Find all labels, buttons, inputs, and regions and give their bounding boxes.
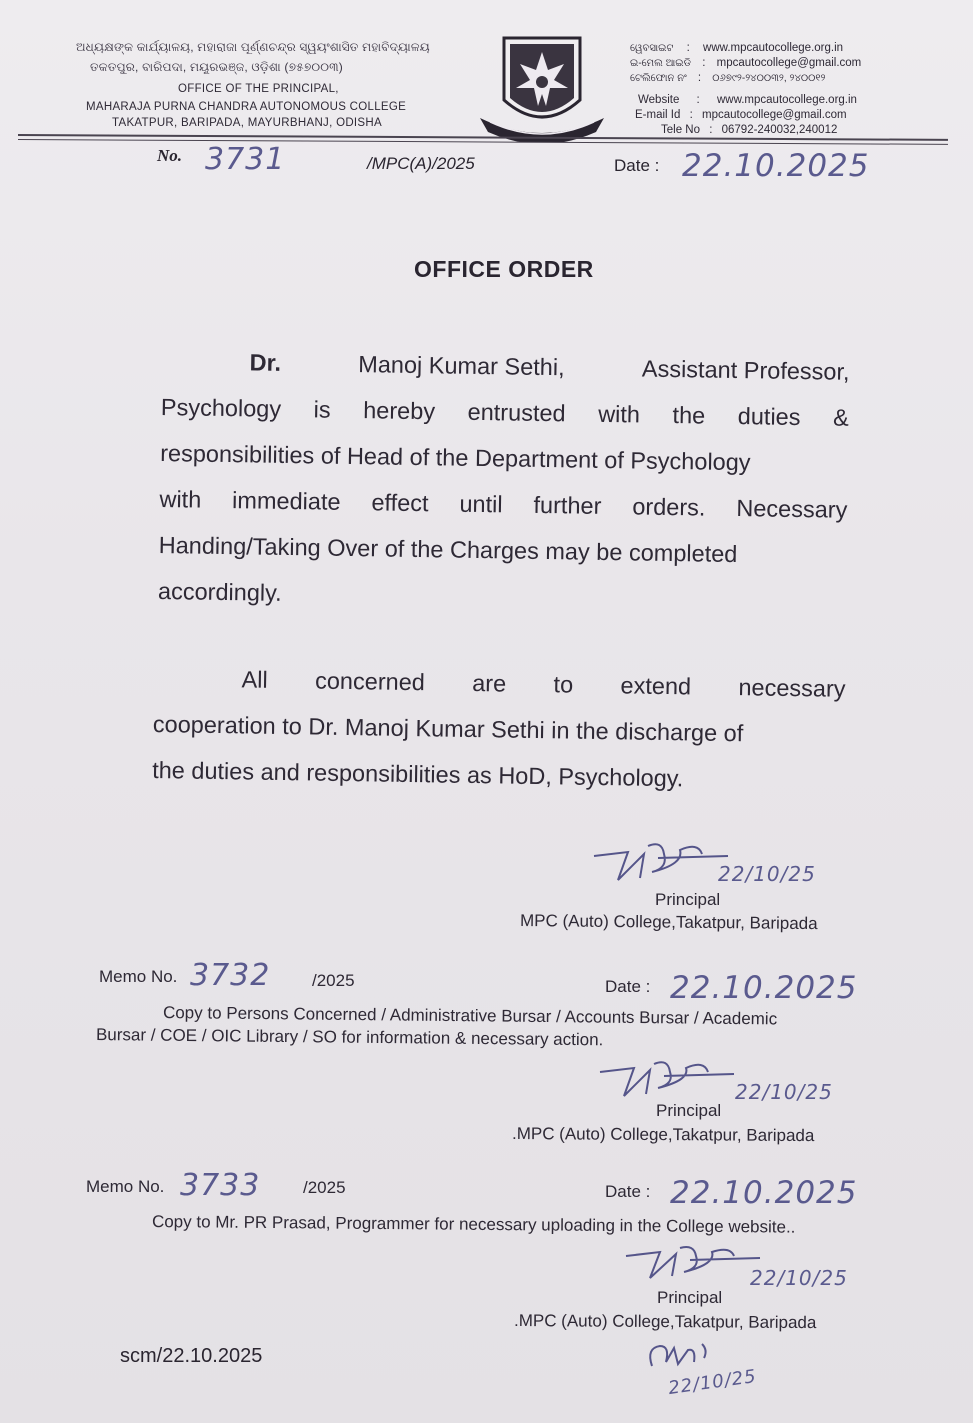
sig3-college: .MPC (Auto) College,Takatpur, Baripada <box>513 1311 817 1333</box>
memo2-date-label: Date : <box>605 1182 651 1201</box>
ref-date-label: Date : <box>614 156 660 175</box>
college-emblem-icon <box>476 30 608 142</box>
contact-odia-email: ଇ-ମେଲ ଆଇଡି : mpcautocollege@gmail.com <box>630 57 862 69</box>
para2-line-2: cooperation to Dr. Manoj Kumar Sethi in the discharge of <box>152 710 744 747</box>
sig2-title: Principal <box>656 1101 722 1120</box>
memo2-date-value: 22.10.2025 <box>670 1175 858 1211</box>
header-college: MAHARAJA PURNA CHANDRA AUTONOMOUS COLLEGE <box>86 101 407 113</box>
contact-odia-phone: ଟେଲିଫୋନ ନଂ : ୦୬୭୯୨-୨୪୦୦୩୨, ୨୪୦୦୧୨ <box>630 72 826 84</box>
memo1-date-value: 22.10.2025 <box>670 970 858 1006</box>
para2-line-3: the duties and responsibilities as HoD, Psychology. <box>151 756 684 792</box>
ref-no-label: No. <box>157 146 183 165</box>
footer-initial-date: 22/10/25 <box>666 1365 758 1400</box>
header-office: OFFICE OF THE PRINCIPAL, <box>178 83 339 95</box>
memo1-year: /2025 <box>312 971 355 990</box>
contact-odia-website: ୱେବସାଇଟ : www.mpcautocollege.org.in <box>630 42 844 54</box>
sig1-title: Principal <box>655 890 721 909</box>
page-title: OFFICE ORDER <box>414 256 594 282</box>
sig3-title: Principal <box>657 1288 723 1307</box>
ref-suffix: /MPC(A)/2025 <box>367 154 475 173</box>
header-address: TAKATPUR, BARIPADA, MAYURBHANJ, ODISHA <box>112 117 382 129</box>
principal-signature-3-icon <box>620 1244 770 1290</box>
para2-line-1: All concerned are to extend necessary <box>241 666 846 702</box>
para1-line-5: Handing/Taking Over of the Charges may be completed <box>158 531 738 568</box>
sig1-date: 22/10/25 <box>718 862 816 886</box>
contact-en-email: E-mail Id : mpcautocollege@gmail.com <box>635 109 847 121</box>
ref-date-value: 22.10.2025 <box>682 148 870 184</box>
memo1-number: 3732 <box>190 958 271 993</box>
memo2-copy-line: Copy to Mr. PR Prasad, Programmer for necessary uploading in the College website.. <box>151 1212 796 1237</box>
sig2-date: 22/10/25 <box>735 1080 833 1104</box>
header-odia-line1: ଅଧ୍ୟକ୍ଷଙ୍କ କାର୍ଯ୍ୟାଳୟ, ମହାରାଜା ପୂର୍ଣ୍ଣଚନ୍ଦ୍ର ସ୍ୱୟଂଶାସିତ ମହାବିଦ୍ୟାଳୟ <box>76 40 430 54</box>
order-paragraph-1 <box>158 338 850 625</box>
contact-en-website: Website : www.mpcautocollege.org.in <box>638 94 857 106</box>
footer-ref: scm/22.10.2025 <box>120 1345 263 1367</box>
para1-line-6: accordingly. <box>157 577 282 606</box>
principal-signature-1-icon <box>588 838 738 896</box>
header-odia-line2: ତକତପୁର, ବାରିପଦା, ମୟୂରଭଞ୍ଜ, ଓଡ଼ିଶା (୭୫୭୦୦୩) <box>90 60 343 74</box>
para1-line-4: with immediate effect until further orders. Necessary <box>159 485 848 523</box>
memo2-number: 3733 <box>180 1168 261 1203</box>
para1-line-3: responsibilities of Head of the Department of Psychology <box>159 439 751 476</box>
memo1-label: Memo No. <box>99 967 178 986</box>
contact-en-phone: Tele No : 06792-240032,240012 <box>661 124 838 136</box>
memo1-date-label: Date : <box>605 977 651 996</box>
initials-signature-icon <box>644 1338 714 1378</box>
memo2-year: /2025 <box>303 1178 346 1197</box>
memo2-label: Memo No. <box>86 1177 165 1196</box>
memo1-copy-line-1: Copy to Persons Concerned / Administrative Bursar / Accounts Bursar / Academic <box>162 1003 778 1029</box>
ref-no-value: 3731 <box>205 142 286 177</box>
sig3-date: 22/10/25 <box>750 1266 848 1290</box>
para1-line-2: Psychology is hereby entrusted with the duties & <box>160 393 849 431</box>
sig2-college: .MPC (Auto) College,Takatpur, Baripada <box>511 1124 815 1146</box>
memo1-copy-line-2: Bursar / COE / OIC Library / SO for information & necessary action. <box>95 1025 604 1050</box>
para1-line-1: Dr. Manoj Kumar Sethi, Assistant Professor, <box>249 349 850 385</box>
sig1-college: MPC (Auto) College,Takatpur, Baripada <box>519 911 818 934</box>
order-paragraph-2 <box>152 655 846 804</box>
